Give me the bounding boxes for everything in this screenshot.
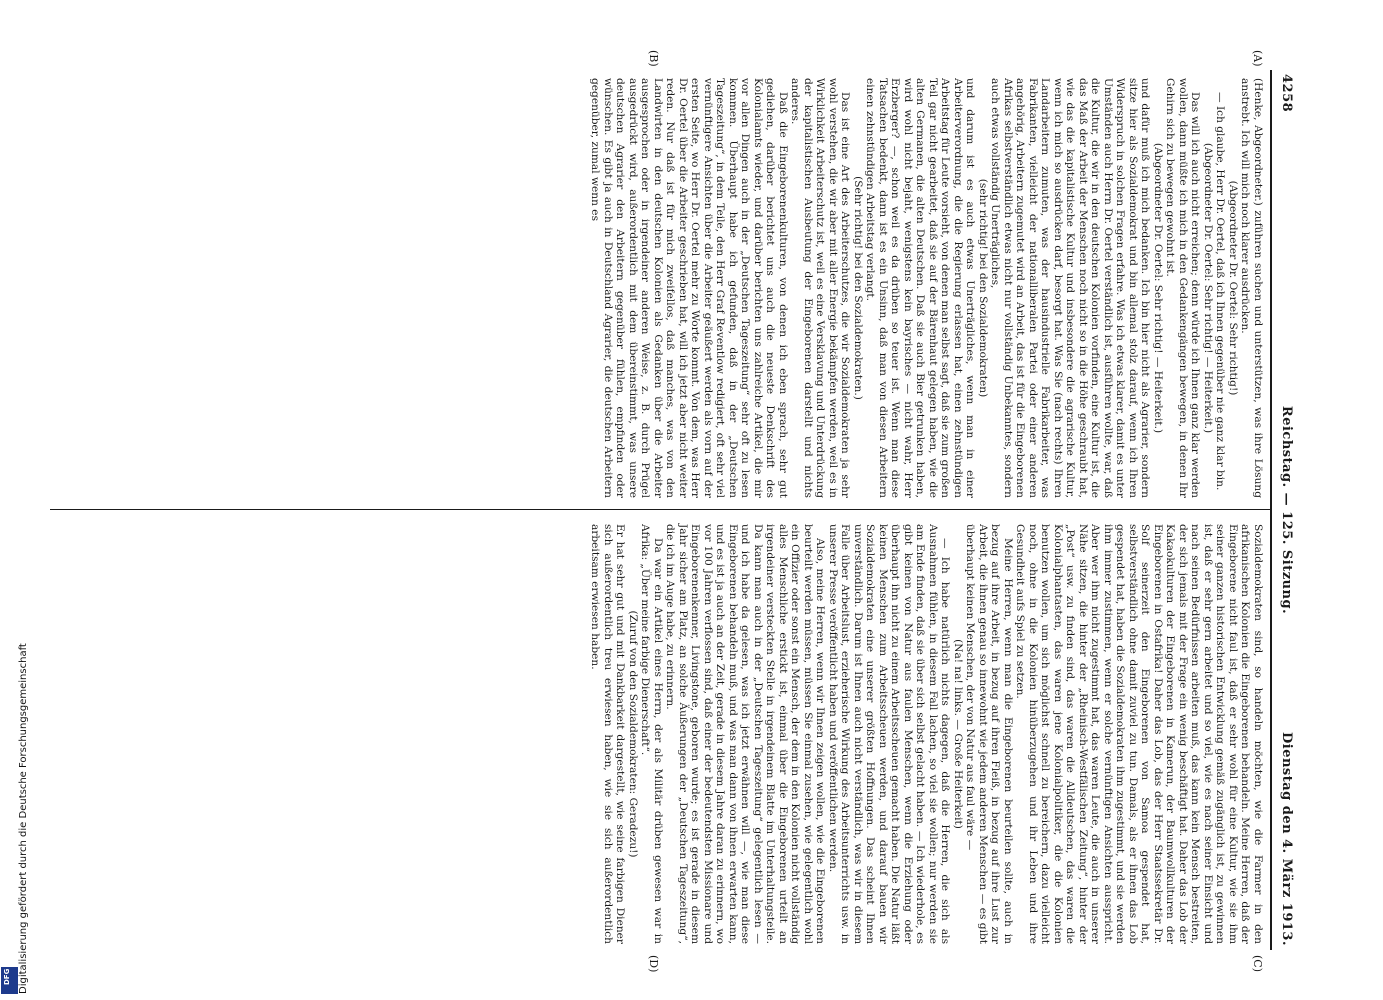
paragraph: Das ist eine Art des Arbeiterschutzes, die wir Sozialdemokraten ja sehr wohl verstehen, die wir aber mit aller Energie bekämpfen werden, weil es in Wirklichkeit Arbeiterschutz ist, weil es eine Versklavung und Unterdrückung der kapitalistischen Ausbeutung der Eingeborenen darstellt und nichts anderes.	[789, 78, 852, 498]
dfg-logo-text: DFG	[3, 968, 11, 985]
left-text-column	[589, 78, 1264, 498]
paragraph: Also, meine Herren, wenn wir Ihnen zeigen wollen, wie die Eingeborenen beurteilt werden müssen, müssen Sie einmal zusehen, wie gelegentlich wohl ein Offizier oder sonst ein Mensch, der dem in den Kolonien nicht vollständig alles Menschliche erstickt ist, einmal über die Eingeborenen urteilt an irgendeiner versteckten Stelle in irgendeinem Blatte im Unterhaltungsteile. Da kann man auch in der „Deutschen Tageszeitung“ gelegentlich lesen — und ich habe da gelesen, was ich jetzt erwähnen will —, wie man diese Eingeborenen behandeln muß, und was man dann von ihnen erwarten kann, und es ist ja auch an der Zeit, gerade in diesem Jahre daran zu erinnern, wo vor 100 Jahren verflossen sind, daß einer der bedeutendsten Missionare und Eingeborenenkenner, Livingstone, geboren wurde; es ist gerade in diesem Jahr sicher am Platz, an solche Äußerungen der „Deutschen Tageszeitung“, die ich im Auge habe, zu erinnern.	[664, 524, 827, 944]
interjection: (Na! na! links. — Große Heiterkeit)	[952, 639, 964, 829]
margin-mark-a: (A)	[1251, 50, 1264, 67]
paragraph: Das will ich auch nicht erreichen; denn würde ich Ihnen ganz klar werden wollen, dann müßte ich mich in den Gedankengängen bewegen, in denen Ihr Gehirn sich zu bewegen gewohnt ist.	[1164, 78, 1202, 498]
paragraph: Er hat sehr gut und mit Dankbarkeit dargestellt, wie seine farbigen Diener sich außerordentlich treu erwiesen haben, wie sie sich außerordentlich arbeitsam erwiesen haben.	[589, 524, 627, 944]
margin-mark-d: (D)	[647, 955, 660, 973]
interjection: (Abgeordneter Dr. Oertel: Sehr richtig! — Heiterkeit.)	[1152, 142, 1164, 434]
interjection: (sehr richtig! bei den Sozialdemokraten)	[977, 178, 989, 398]
paragraph: Meine Herren, wenn man die Eingeborenen beurteilen sollte, auch in bezug auf ihre Arbeit, in bezug auf ihren Fleiß, in bezug auf ihre Lust zur Arbeit, die ihnen genau so innewohnt wie jedem anderen Menschen — es gibt überhaupt keinen Menschen, der von Natur aus faul wäre —	[964, 524, 1014, 944]
interjection: (Sehr richtig! bei den Sozialdemokraten.)	[852, 176, 864, 400]
paragraph: — Ich habe natürlich nichts dagegen, daß die Herren, die sich als Ausnahmen fühlen, in diesem Fall lachen, so viel sie wollen; nur werden sie am Ende finden, daß sie über sich selbst gelacht haben. — Ich wiederhole, es gibt keinen von Natur aus faulen Menschen, wenn die Erziehung oder überhaupt ihn nicht zu einem Arbeitsscheuen gemacht haben. Die Natur läßt keinen Menschen zum Arbeitsscheuen werden, und darauf bauen wir Sozialdemokraten eine unserer größten Hoffnungen. Das scheint Ihnen unverständlich. Darum ist Ihnen auch nicht verständlich, was wir in diesem Falle über Arbeitslust, erzieherische Wirkung des Arbeitsunterrichts usw. in unserer Presse veröffentlicht haben und veröffentlichen werden.	[827, 524, 952, 944]
page-header	[1274, 70, 1300, 950]
column-divider	[50, 509, 1270, 510]
rotated-document-page	[50, 50, 1300, 973]
paragraph: und dafür muß ich mich bedanken. Ich bin hier nicht als Agrarier, sondern sitze hier als Sozialdemokrat und bin allemal stolz darauf, wenn ich Ihren Widerspruch in solchen Fragen erfahre. Was ich etwas klarer, damit es unter Umständen auch Herrn Dr. Oertel verständlich ist, ausführen wollte, war, daß die Kultur, die wir in den deutschen Kolonien vorfinden, eine Kultur ist, die das Maß der Arbeit der Menschen noch nicht so in die Höhe geschraubt hat, wie das die kapitalistische Kultur und insbesondere die agrarische Kultur, wenn ich mich so ausdrücken darf, besorgt hat. Was Sie (nach rechts) Ihren Landarbeitern zumuten, was der hausindustrielle Fabrikarbeiter, was Fabrikanten, vielleicht der nationalliberalen Partei oder einer anderen angehörig, Arbeitern zugemutet wird an Arbeit, das ist für die Eingeborenen Afrikas selbstverständlich etwas nicht nur vollständig Unbekanntes, sondern auch etwas vollständig Unerträgliches,	[989, 78, 1152, 498]
paragraph: Da war ein Artikel eines Herrn, der als Militär drüben gewesen war in Afrika: „Über meine farbige Dienerschaft“.	[639, 524, 664, 944]
paragraph: (Henke, Abgeordneter.) zuführen suchen und unterstützen, was ihre Lösung anstrebt. Ich will mich noch klarer ausdrücken.	[1239, 78, 1264, 498]
paragraph: Sozialdemokraten sind, so handeln möchten, wie die Farmer in den afrikanischen Kolonien die Eingeborenen behandeln. Meine Herren, daß der Eingeborene nicht faul ist, daß er sehr wohl für eine Kultur, wie sie ihm seiner ganzen historischen Entwicklung gemäß zugänglich ist, zu gewinnen ist, daß er sehr gern arbeitet und so viel, wie es nach seiner Einsicht und nach seinen Bedürfnissen arbeiten muß, das kann kein Mensch bestreiten, der sich jemals mit der Frage ein wenig beschäftigt hat. Daher das Lob der Kakaokulturen der Eingeborenen in Kamerun, der Baumwollkulturen der Eingeborenen in Ostafrika! Daher das Lob, das der Herr Staatssekretär Dr. Solf seinerzeit den Eingeborenen von Samoa gespendet hat, selbstverständlich ohne damit zuviel zu tun. Damals, als er ihnen das Lob gespendet hat, haben die Sozialdemokraten ihm zugestimmt, und sie werden ihm immer zustimmen, wenn er solche vernünftigen Ansichten ausspricht. Aber wer ihm nicht zugestimmt hat, das waren Leute, die auch in unserer Nähe sitzen, die hinter der „Rheinisch-Westfälischen Zeitung“, hinter der „Post“ usw. zu finden sind, das waren die Alldeutschen, das waren die Kolonialphantasten, das waren jene Kolonialpolitiker, die die Kolonien benutzen wollen, um sich möglichst schnell zu bereichern, dazu vielleicht noch, ohne in die Kolonien hinüberzugehen und ihr Leben und ihre Gesundheit aufs Spiel zu setzen.	[1014, 524, 1264, 944]
paragraph: Daß die Eingeborenenkulturen, von denen ich eben sprach, sehr gut gediehen, darüber berichtet uns auch die neueste Denkschrift des Kolonialamts wieder, und darüber berichten uns zahlreiche Artikel, die mir vor allen Dingen auch in der „Deutschen Tageszeitung“ sehr oft zu lesen kommen. Überhaupt habe ich gefunden, daß in der „Deutschen Tageszeitung“, in dem Teile, den Herr Graf Reventlow redigiert, oft sehr viel vernünftigere Ansichten über die Arbeiter geäußert werden als vorn auf der ersten Seite, wo Herr Dr. Oertel mehr zu Worte kommt. Von dem, was Herr Dr. Oertel über die Arbeiter geschrieben hat, will ich jetzt aber nicht weiter reden. Nur daß ist für mich zweifellos, daß manches, was von den Landwirten in den deutschen Kolonien als Gedanken über die Arbeiter ausgesprochen oder in irgendeiner anderen Weise, z. B. durch Prügel ausgedrückt wird, außerordentlich mit dem übereinstimmt, was unsere deutschen Agrarier den Arbeitern gegenüber fühlen, empfinden oder wünschen. Es gibt ja auch in Deutschland Agrarier, die deutschen Arbeitern gegenüber, zumal wenn es	[589, 78, 789, 498]
session-date: Dienstag den 4. März 1913.	[1279, 731, 1294, 946]
paragraph: — Ich glaube, Herr Dr. Oertel, daß ich Ihnen gegenüber nie ganz klar bin.	[1214, 92, 1227, 491]
interjection: (Zuruf von den Sozialdemokraten: Geradezu!)	[627, 610, 639, 858]
page-number: 4258	[1279, 74, 1294, 113]
margin-mark-b: (B)	[647, 50, 660, 67]
session-title: Reichstag. — 125. Sitzung.	[1279, 405, 1294, 615]
header-rule	[1270, 70, 1272, 950]
margin-mark-c: (C)	[1251, 955, 1264, 972]
right-text-column	[589, 524, 1264, 944]
dfg-logo	[1, 967, 18, 994]
side-credit-strip	[0, 0, 29, 1000]
paragraph: und darum ist es auch etwas Unerträgliches, wenn man in einer Arbeiterverordnung, die die Regierung erlassen hat, einen zehnstündigen Arbeitstag für Leute vorsieht, von denen man selbst sagt, daß sie zum großen Teil gar nicht gearbeitet, daß sie auf der Bärenhaut gelegen haben, wie die alten Germanen, die alten Deutschen. Daß sie auch Bier getrunken haben, wird wohl nicht bejaht, wenigstens kein bayrisches — nicht wahr, Herr Erzberger? —, schon weil es da drüben so teuer ist. Wenn man diese Tatsachen bedenkt, dann ist es ein Unsinn, daß man von diesen Arbeitern einen zehnstündigen Arbeitstag verlangt.	[864, 78, 977, 498]
digitization-credit: Digitalisierung gefördert durch die Deutsche Forschungsgemeinschaft	[18, 643, 29, 994]
interjection: (Abgeordneter Dr. Oertel: Sehr richtig! — Heiterkeit.)	[1202, 142, 1214, 434]
interjection: (Abgeordneter Dr. Oertel: Sehr richtig!)	[1227, 180, 1239, 396]
